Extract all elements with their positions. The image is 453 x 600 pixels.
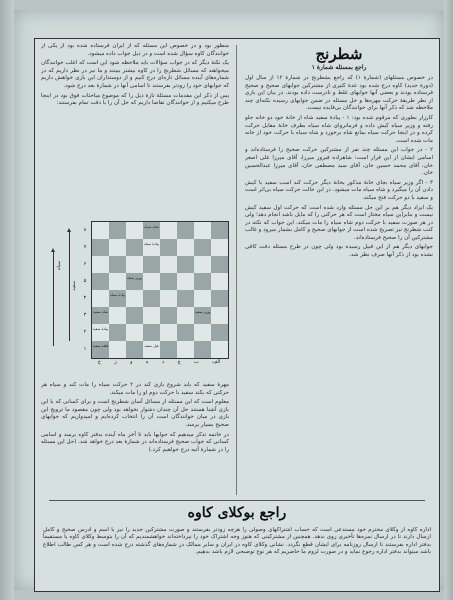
agents-section-title: راجع بوکلای کاوه	[187, 505, 287, 521]
page-edge-right	[444, 0, 453, 600]
chess-subtitle: راجع بمسئله شمارهٔ ۱	[311, 64, 367, 71]
board-square	[211, 256, 228, 273]
rank-labels	[81, 221, 89, 357]
chess-paragraph: معلوم است که این مسئله از مسائل آسان شطرنج است و برای کسانی که با این بازی آشنا هستند حل آن چندان دشوار نخواهد بود ولی چون مقصود ما ترویج این بازی در میان خوانندگان است آن را انتخاب کرده‌ایم و امیدواریم که جوابهای صحیح بسیار برسد.	[41, 399, 229, 428]
rank-label: ۳	[83, 311, 87, 318]
direction-arrow	[53, 251, 54, 346]
piece-label: شاه سیاه	[144, 225, 159, 229]
chess-paragraph: کارزار بطوری که مرقوم شده بود: ۱ - پیادهٔ سفید شاه از خانهٔ خود دو خانه جلو رفته و وزیر سیاه کیش داده و فرمانروای شاه سیاه بطرف خانهٔ مقابل حرکت کرده و در اینجا حرکت سیاه بمانع شاه برخورد و شاه سیاه با حرکت خود از خانه مات شده است.	[245, 114, 433, 144]
rank-label: ۵	[83, 277, 87, 284]
board-square	[109, 222, 126, 239]
board-square	[194, 256, 211, 273]
board-square	[126, 324, 143, 341]
chess-diagram	[45, 211, 233, 373]
board-square	[143, 290, 160, 307]
board-square	[109, 239, 126, 256]
rank-label: ۶	[83, 260, 87, 267]
rank-label: ۸	[83, 226, 87, 233]
board-square	[143, 324, 160, 341]
board-square	[126, 222, 143, 239]
chess-article-left-top	[41, 43, 229, 208]
board-square	[143, 341, 160, 358]
file-label: د	[161, 359, 165, 365]
board-square	[177, 290, 194, 307]
agents-section-body: اداره کاوه از وکلای محترم خود مستدعی است که حساب اشتراکهای وصولی را هرچه زودتر بفرستند و صورت مشترکین جدید را نیز با اسم و آدرس صحیح و کامل ارسال دارند تا در ارسال نمره‌ها تأخیری روی ندهد. همچنین از مشترکینی که هنوز وجه اشتراک خود را نپرداخته‌اند خواهشمندیم که آن را بتوسط وکلای کاوه یا مستقیماً بدفتر اداره بفرستند تا ارسال روزنامه برای ایشان قطع نگردد. نشانی وکلای کاوه در ایران و سایر ممالک در شماره‌های گذشته درج شده است و هر کس طالب اطلاع باشد میتواند بدفتر اداره رجوع نماید و در صورت لزوم ما حاضریم که هر نوع توضیحی لازم باشد بدهیم.	[43, 527, 431, 556]
board-square	[143, 222, 160, 239]
board-square	[109, 324, 126, 341]
piece-label: وزیر سفید	[194, 310, 211, 314]
chess-title: شطرنج	[315, 45, 363, 63]
board-square	[160, 341, 177, 358]
board-square	[109, 256, 126, 273]
board-square	[92, 222, 109, 239]
board-square	[194, 290, 211, 307]
board-square	[92, 307, 109, 324]
chess-paragraph: یک نکتهٔ دیگر که در جواب سؤالات باید ملاحظه شود این است که اغلب خوانندگان میخواهند که مسائل شطرنج را در کاوه بیشتر ببینند و ما نیز در نظر داریم که در شماره‌های آینده مسائل تازه‌ای درج کنیم و از دوستداران این بازی خواهش داریم که جوابهای خود را زودتر بفرستند تا اسامی آنها در شمارهٔ بعد درج شود.	[41, 60, 229, 89]
chess-paragraph: ۳ - اگر وزیر سیاه بجای خانهٔ مذکور بخانهٔ دیگر حرکت کند اسب سفید با کیش دادن آن را میگیرد و شاه سیاه مات میشود. در این حالت حرکت سیاه بی‌اثر است و سفید با دو حرکت فتح میکند.	[245, 179, 433, 201]
chess-article-left-bottom	[41, 382, 229, 522]
board-square	[211, 307, 228, 324]
chess-paragraph: ۲ - در جواب این مسئله چند نفر از مشترکین حرکت صحیح را فرستاده‌اند و اسامی ایشان از این قرار است: شاهزاده فیروز میرزا، آقای میرزا علی اصغر خان، آقای محمد حسین خان، آقای سید مصطفی خان، آقای میرزا عبدالحسین خان.	[245, 147, 433, 177]
chess-paragraph: پس از ذکر این مقدمات مسئلهٔ تازهٔ ذیل را که موضوع مباحثات فوق بود در اینجا طرح میکنیم و از خوانندگان تقاضا داریم که حل آن را با دقت تمام بفرستند:	[41, 92, 229, 107]
file-label: الف	[212, 359, 221, 365]
magazine-page	[14, 10, 444, 590]
board-square	[126, 273, 143, 290]
board-square	[177, 307, 194, 324]
board-square	[109, 290, 126, 307]
article-frame	[34, 38, 440, 592]
board-square	[92, 239, 109, 256]
board-square	[160, 290, 177, 307]
board-square	[109, 273, 126, 290]
board-square	[211, 222, 228, 239]
board-square	[160, 239, 177, 256]
page-edge-left	[0, 0, 14, 600]
board-square	[143, 239, 160, 256]
board-square	[160, 324, 177, 341]
rank-label: ۱	[83, 345, 87, 352]
side-label-top: سیاه	[57, 261, 62, 270]
board-square	[211, 239, 228, 256]
board-square	[194, 273, 211, 290]
side-label-bottom: سفید	[72, 281, 77, 291]
chess-paragraph: یک ایراد دیگر هم بر این حل مسئله وارد شده است که حرکت اول سفید کیش نیست و بنابراین سیاه مختار است که هر حرکتی را که مایل باشد انجام دهد؛ ولی در هر صورت سفید با حرکت دوم شاه سیاه را مات میکند. این جواب که نکته در کتب شطرنج نیز تصریح شده است از جوابهای صحیح و کامل بشمار میرود و غالب مشترکین آن را صحیح فرستاده‌اند.	[245, 204, 433, 241]
board-square	[126, 290, 143, 307]
piece-label: فیل سفید	[144, 344, 159, 348]
board-square	[211, 273, 228, 290]
file-label: ب	[194, 359, 199, 365]
board-square	[126, 256, 143, 273]
board-square	[194, 239, 211, 256]
chess-board	[91, 221, 229, 359]
board-square	[177, 239, 194, 256]
board-square	[92, 341, 109, 358]
chess-article-column	[245, 43, 433, 393]
file-label: و	[130, 359, 133, 365]
board-square	[143, 273, 160, 290]
board-square	[177, 273, 194, 290]
board-square	[92, 290, 109, 307]
board-square	[160, 222, 177, 239]
board-square	[92, 324, 109, 341]
board-square	[211, 324, 228, 341]
chess-paragraph: منظور بود و در خصوص این مسئله که از ایران فرستاده شده بود از یکی از خوانندگان کاوه سؤال شده است و در ذیل جواب داده میشود.	[41, 43, 229, 57]
board-square	[194, 307, 211, 324]
file-labels	[91, 359, 227, 365]
file-label: ج	[177, 359, 181, 365]
rank-label: ۴	[83, 294, 87, 301]
rank-label: ۲	[83, 328, 87, 335]
board-square	[160, 307, 177, 324]
board-square	[109, 307, 126, 324]
board-square	[109, 341, 126, 358]
board-square	[211, 341, 228, 358]
direction-arrow	[69, 231, 70, 341]
file-label: ز	[114, 359, 117, 365]
piece-label: قلعه سفید	[92, 344, 109, 348]
section-divider	[49, 500, 425, 501]
piece-label: پیادهٔ سفید	[92, 327, 109, 331]
board-square	[160, 273, 177, 290]
board-square	[177, 256, 194, 273]
piece-label: وزیر سیاه	[127, 276, 142, 280]
column-divider	[236, 45, 237, 495]
board-square	[194, 222, 211, 239]
board-square	[177, 324, 194, 341]
board-square	[92, 273, 109, 290]
board-square	[177, 341, 194, 358]
piece-label: شاه سفید	[93, 310, 108, 314]
piece-label: پیادهٔ سیاه	[144, 242, 159, 246]
chess-paragraph: جوابهای دیگر هم از این قبیل رسیده بود ولی چون در طرح مسئله دقت کافی نشده بود از ذکر آنها صرف نظر شد.	[245, 244, 433, 259]
board-square	[194, 324, 211, 341]
rank-label: ۷	[83, 243, 87, 250]
board-square	[143, 307, 160, 324]
chess-paragraph: در خصوص مسئلهای (شمارهٔ ۱) که راجع بشطرنج در شمارهٔ ۱۲ از سال اول (دورهٔ جدید) کاوه درج شده بود عدهٔ کثیری از مشترکین جوابهای صحیح و صحیح فرستاده بودند و بعضی آنها جوابهای غلط و نادرست داده بودند. در بیان این بازی از نظر طریقهٔ حرکت مهره‌ها و حل مسئله در ضمن جوابهای رسیده نکته‌ای چند ملاحظه شد که ذکر آنها برای خوانندگان بی‌فایده نیست.	[245, 75, 433, 112]
file-label: ه	[145, 359, 149, 365]
chess-paragraph: در خاتمه تذکر میدهیم که جوابها باید تا آخر ماه آینده بدفتر کاوه برسد و اسامی کسانی که جواب صحیح فرستاده‌اند در شمارهٔ بعد درج خواهد شد. (حل این مسئله را در شمارهٔ آتیه درج خواهیم کرد.)	[41, 431, 229, 453]
file-label: ح	[97, 359, 101, 365]
board-square	[92, 256, 109, 273]
board-square	[126, 341, 143, 358]
chess-paragraph: مهرهٔ سفید که باید شروع بازی کند در ۲ حرکت سیاه را مات کند و سیاه هر حرکتی که بکند سفید با حرکت دوم او را مات میکند.	[41, 382, 229, 396]
board-square	[126, 307, 143, 324]
board-square	[194, 341, 211, 358]
piece-label: پیادهٔ سیاه	[110, 293, 125, 297]
board-square	[143, 256, 160, 273]
board-square	[177, 222, 194, 239]
board-square	[160, 256, 177, 273]
board-square	[211, 290, 228, 307]
board-square	[126, 239, 143, 256]
